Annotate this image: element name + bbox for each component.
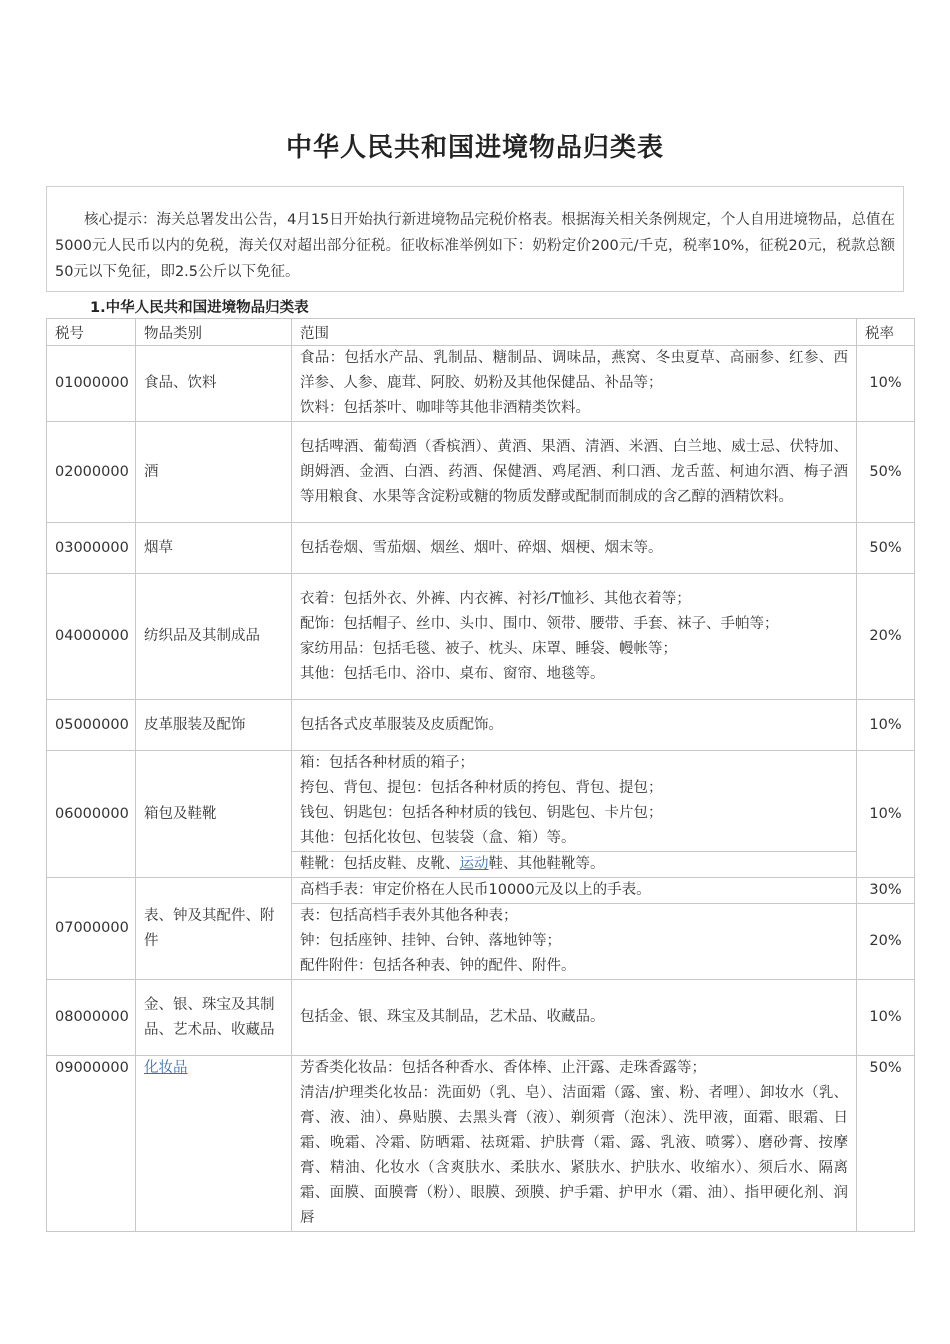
range-line: 芳香类化妆品：包括各种香水、香体棒、止汗露、走珠香露等；: [300, 1060, 706, 1076]
cell-rate: 10%: [857, 980, 915, 1056]
cell-range: [292, 1056, 857, 1232]
range-line: 挎包、背包、提包：包括各种材质的挎包、背包、提包；: [300, 780, 663, 796]
table-row: [47, 980, 915, 1056]
range-line: 高档手表：审定价格在人民币10000元及以上的手表。: [300, 882, 651, 898]
cell-code: 08000000: [47, 980, 136, 1056]
cell-category: 箱包及鞋靴: [136, 751, 292, 878]
range-line: 配件附件：包括各种表、钟的配件、附件。: [300, 958, 576, 974]
range-line: 表：包括高档手表外其他各种表；: [300, 908, 518, 924]
cell-category: 食品、饮料: [136, 346, 292, 422]
cell-code: 07000000: [47, 878, 136, 980]
cell-range: [292, 574, 857, 700]
cell-code: 05000000: [47, 700, 136, 751]
sports-link[interactable]: 运动: [459, 856, 489, 872]
range-line: 箱：包括各种材质的箱子；: [300, 755, 474, 771]
range-line: 钱包、钥匙包：包括各种材质的钱包、钥匙包、卡片包；: [300, 805, 663, 821]
range-line: 其他：包括毛巾、浴巾、桌布、窗帘、地毯等。: [300, 665, 605, 682]
cell-code: 03000000: [47, 523, 136, 574]
cell-rate: 50%: [857, 523, 915, 574]
table-header-row: [47, 319, 915, 346]
cosmetics-link[interactable]: 化妆品: [144, 1060, 188, 1076]
range-line: 配饰：包括帽子、丝巾、头巾、围巾、领带、腰带、手套、袜子、手帕等；: [300, 615, 779, 632]
cell-category: 烟草: [136, 523, 292, 574]
header-rate: 税率: [857, 319, 915, 346]
cell-rate: 50%: [857, 1056, 915, 1232]
cell-rate: 20%: [857, 904, 915, 980]
cell-category: 金、银、珠宝及其制品、艺术品、收藏品: [136, 980, 292, 1056]
cell-range: [292, 523, 857, 574]
cell-range: [292, 980, 857, 1056]
cell-range: [292, 346, 857, 422]
section-heading: 1.中华人民共和国进境物品归类表: [90, 300, 309, 316]
cell-range: [292, 751, 857, 852]
cell-rate: 10%: [857, 700, 915, 751]
cell-code: 06000000: [47, 751, 136, 878]
classification-table: [46, 318, 915, 1232]
table-row: [47, 574, 915, 700]
table-row: [47, 346, 915, 422]
table-row: [47, 751, 915, 852]
cell-code: 01000000: [47, 346, 136, 422]
cell-rate: 10%: [857, 346, 915, 422]
range-line: 包括啤酒、葡萄酒（香槟酒）、黄酒、果酒、清酒、米酒、白兰地、威士忌、伏特加、朗姆酒、金酒、白酒、药酒、保健酒、鸡尾酒、利口酒、龙舌蓝、柯迪尔酒、梅子酒等用粮食、水果等含淀粉或糖的物质发酵或配制而制成的含乙醇的酒精饮料。: [300, 438, 848, 505]
cell-code: 09000000: [47, 1056, 136, 1232]
core-prompt-text: 核心提示：海关总署发出公告，4月15日开始执行新进境物品完税价格表。根据海关相关条例规定，个人自用进境物品，总值在5000元人民币以内的免税，海关仅对超出部分征税。征收标准举例如下：奶粉定价200元/千克，税率10%，征税20元，税款总额50元以下免征，即2.5公斤以下免征。: [55, 212, 895, 280]
cell-rate: 20%: [857, 574, 915, 700]
table-row: [47, 878, 915, 904]
cell-range: [292, 904, 857, 980]
range-line: 钟：包括座钟、挂钟、台钟、落地钟等；: [300, 933, 561, 949]
cell-range: [292, 422, 857, 523]
header-category: 物品类别: [136, 319, 292, 346]
range-line: 食品：包括水产品、乳制品、糖制品、调味品，燕窝、冬虫夏草、高丽参、红参、西洋参、人参、鹿茸、阿胶、奶粉及其他保健品、补品等；: [300, 350, 848, 391]
cell-code: 02000000: [47, 422, 136, 523]
cell-range: [292, 852, 857, 878]
core-prompt-box: [46, 186, 904, 292]
cell-rate: 30%: [857, 878, 915, 904]
table-row: [47, 1056, 915, 1232]
cell-range: [292, 700, 857, 751]
cell-code: 04000000: [47, 574, 136, 700]
cell-category: 纺织品及其制成品: [136, 574, 292, 700]
range-text: 鞋靴：包括皮鞋、皮靴、: [300, 856, 460, 872]
range-line: 包括各式皮革服装及皮质配饰。: [300, 716, 503, 733]
cell-rate: 50%: [857, 422, 915, 523]
cell-range: [292, 878, 857, 904]
header-code: 税号: [47, 319, 136, 346]
range-line: 家纺用品：包括毛毯、被子、枕头、床罩、睡袋、幔帐等；: [300, 640, 677, 657]
range-line: 清洁/护理类化妆品：洗面奶（乳、皂）、洁面霜（露、蜜、粉、者哩）、卸妆水（乳、膏、液、油）、鼻贴膜、去黑头膏（液）、剃须膏（泡沫）、洗甲液，面霜、眼霜、日霜、晚霜、冷霜、防晒霜、祛斑霜、护肤膏（霜、露、乳液、喷雾）、磨砂膏、按摩膏、精油、化妆水（含爽肤水、柔肤水、紧肤水、护肤水、收缩水）、须后水、隔离霜、面膜、面膜膏（粉）、眼膜、颈膜、护手霜、护甲水（霜、油）、指甲硬化剂、润唇: [300, 1085, 848, 1226]
table-row: [47, 422, 915, 523]
cell-category: [136, 1056, 292, 1232]
table-row: [47, 523, 915, 574]
page-title: 中华人民共和国进境物品归类表: [285, 133, 664, 163]
range-line: 其他：包括化妆包、包装袋（盒、箱）等。: [300, 830, 576, 846]
table-row: [47, 700, 915, 751]
range-line: 包括卷烟、雪茄烟、烟丝、烟叶、碎烟、烟梗、烟末等。: [300, 539, 663, 556]
cell-category: 皮革服装及配饰: [136, 700, 292, 751]
cell-category: 表、钟及其配件、附件: [136, 878, 292, 980]
range-line: 饮料：包括茶叶、咖啡等其他非酒精类饮料。: [300, 400, 590, 416]
range-text: 鞋、其他鞋靴等。: [488, 856, 605, 872]
header-range: 范围: [292, 319, 857, 346]
cell-rate: 10%: [857, 751, 915, 878]
cell-category: 酒: [136, 422, 292, 523]
range-line: 衣着：包括外衣、外裤、内衣裤、衬衫/T恤衫、其他衣着等；: [300, 590, 691, 607]
range-line: 包括金、银、珠宝及其制品，艺术品、收藏品。: [300, 1009, 605, 1025]
